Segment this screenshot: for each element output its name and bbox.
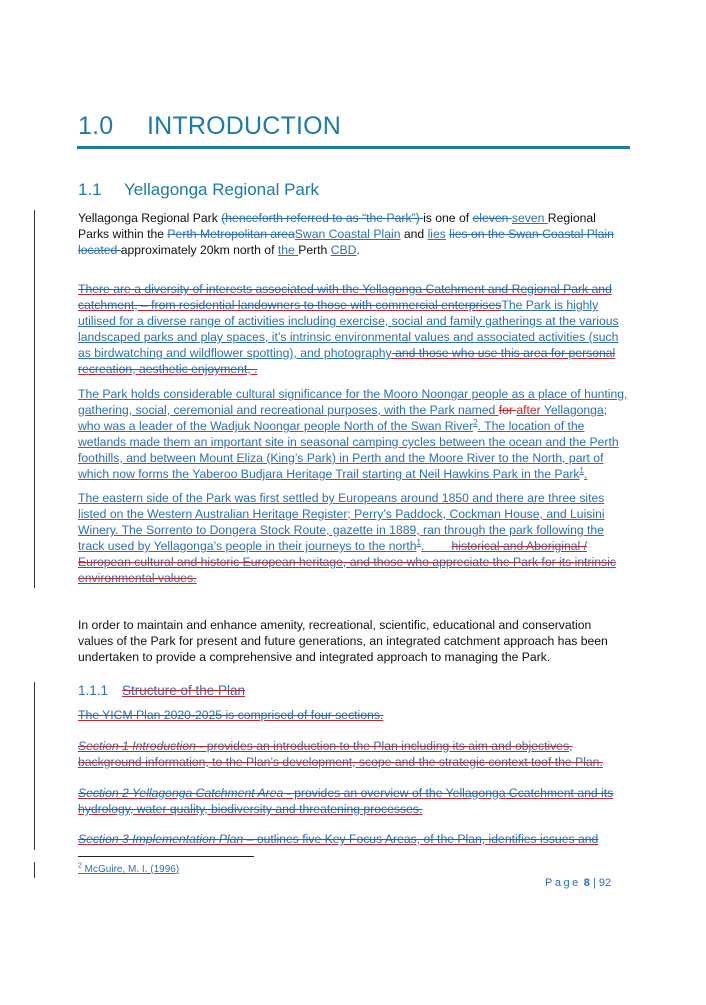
text-run: In order to maintain and enhance amenity, recreational, scientific, educational and conservation xyxy=(78,618,592,632)
deleted-text: - provides an overview of the Yellagonga Ccatchment and its xyxy=(283,786,614,800)
text-line xyxy=(78,754,634,770)
text-line xyxy=(78,522,634,538)
inserted-text: The Park holds considerable cultural significance for the Mooro Noongar people as a place of hunting, xyxy=(78,387,628,401)
text-line xyxy=(78,831,634,847)
text-line xyxy=(78,617,634,633)
section-label: Section 3 Implementation Plan xyxy=(78,832,244,846)
deleted-text: European cultural and historic European xyxy=(78,555,299,569)
text-line xyxy=(78,418,634,434)
inserted-text: lies xyxy=(427,227,446,241)
deleted-text: background information, to the Plan’s development, scope and the strategic context toof the Plan. xyxy=(78,755,603,769)
text-run: approximately 20km north of xyxy=(120,243,278,257)
inserted-text: the xyxy=(277,243,299,257)
text-line xyxy=(78,313,634,329)
total-pages: 92 xyxy=(598,877,612,889)
text-line xyxy=(78,738,634,754)
maintain-paragraph xyxy=(78,617,634,665)
text-line xyxy=(78,434,634,450)
text-line xyxy=(78,538,634,554)
footnote-separator xyxy=(78,856,254,857)
text-line xyxy=(78,345,634,361)
deleted-text: catchment, – from residential landowners to those with commercial enterprises xyxy=(78,298,502,312)
deleted-text: recreation, aesthetic enjoyment, . xyxy=(78,362,258,376)
deleted-text: historical and Aboriginal / xyxy=(451,539,587,553)
inserted-text: . xyxy=(583,467,588,481)
footnote xyxy=(78,864,179,875)
inserted-text: after xyxy=(516,403,541,417)
deleted-text: eleven xyxy=(472,211,512,225)
deleted-text: for xyxy=(498,403,517,417)
inserted-text: The Park is highly xyxy=(501,298,599,312)
text-run: Yellagonga Regional Park xyxy=(78,211,222,225)
text-line xyxy=(78,402,634,418)
page-number xyxy=(545,877,611,889)
inserted-text: landscaped parks and play spaces, it’s intrinsic environmental values and associated activities (such xyxy=(78,330,619,344)
deleted-text: - provides an introduction to the Plan including its aim and objectives, xyxy=(195,739,573,753)
deleted-text: (henceforth referred to as “the Park”) xyxy=(221,211,424,225)
heading-2-number: 1.1 xyxy=(78,180,102,199)
inserted-text: gathering, social, ceremonial and recreational purposes, with the Park named xyxy=(78,403,499,417)
section-2-item xyxy=(78,785,634,817)
footnote-ref[interactable]: 1 xyxy=(579,465,584,475)
deleted-text: hydrology, water quality, biodiversity and threatening processes. xyxy=(78,802,423,816)
inserted-text: which now forms the Yaberoo Budjara Heritage Trail starting at Neil Hawkins Park in the Park xyxy=(78,467,580,481)
inserted-text: wetlands made them an important site in seasonal camping cycles between the ocean and the Perth xyxy=(78,435,619,449)
inserted-text: Yellagonga; xyxy=(540,403,608,417)
text-line xyxy=(78,633,634,649)
text-run: values of the Park for present and future generations, an integrated catchment approach has been xyxy=(78,634,608,648)
deleted-text: lies on the Swan Coastal Plain xyxy=(449,227,614,241)
inserted-text: Swan Coastal Plain xyxy=(294,227,401,241)
inserted-text: track used by Yellagonga’s people in their journeys to the north xyxy=(78,539,417,553)
text-run: and xyxy=(400,227,428,241)
footnote-ref[interactable]: 2 xyxy=(473,417,478,427)
eastern-paragraph xyxy=(78,490,634,586)
text-line xyxy=(78,506,634,522)
text-run: is one of xyxy=(423,211,473,225)
deleted-text: – outlines five Key Focus Areas, of the Plan, identifies issues and xyxy=(243,832,599,846)
inserted-text: as birdwatching and wildflower spotting), and photography xyxy=(78,346,392,360)
current-page: 8 xyxy=(583,877,590,889)
inserted-text: The eastern side of the Park was first settled by Europeans around 1850 and there are three sites xyxy=(78,491,605,505)
deleted-text: heritage, and those who appreciate the Park for its intrinsic xyxy=(298,555,616,569)
deleted-text: The YICM Plan 2020-2025 is comprised of four sections. xyxy=(78,708,384,722)
text-line xyxy=(78,466,634,482)
inserted-text: foothills, and between Mount Eliza (King’s Park) in Perth and the Moore River to the North, part of xyxy=(78,451,604,465)
text-line xyxy=(78,570,634,586)
text-line xyxy=(78,490,634,506)
page-label: Page xyxy=(545,877,581,889)
text-line xyxy=(78,386,634,402)
inserted-text: seven xyxy=(511,211,548,225)
heading-1-rule xyxy=(77,146,630,149)
inserted-text: utilised for a diverse range of activities including exercise, social and family gatherings at the various xyxy=(78,314,619,328)
change-bar xyxy=(34,210,35,588)
text-line xyxy=(78,226,634,242)
section-3-item xyxy=(78,831,634,847)
text-line xyxy=(78,210,634,226)
section-label: Section 1 Introduction xyxy=(78,739,196,753)
page-separator: | xyxy=(589,877,599,889)
text-line xyxy=(78,649,634,665)
inserted-text: listed on the Western Australian Heritage Register; Perry’s Paddock, Cockman House, and Luisini xyxy=(78,507,605,521)
text-line xyxy=(78,785,634,801)
text-run: undertaken to provide a comprehensive and integrated approach to managing the Park. xyxy=(78,650,551,664)
text-line xyxy=(78,297,634,313)
text-line xyxy=(78,801,634,817)
footnote-text: McGuire, M. I. (1996) xyxy=(81,864,180,875)
text-line xyxy=(78,361,634,377)
section-label: Section 2 Yellagonga Catchment Area xyxy=(78,786,284,800)
text-run: . xyxy=(356,243,360,257)
heading-3-title: Structure of the Plan xyxy=(122,683,246,698)
diversity-paragraph xyxy=(78,281,634,377)
heading-1-number: 1.0 xyxy=(78,112,114,140)
intro-paragraph xyxy=(78,210,634,258)
footnote-number: 2 xyxy=(78,862,82,870)
footnote-ref[interactable]: 1 xyxy=(416,537,421,547)
deleted-text: and those who use this area for personal xyxy=(391,346,616,360)
heading-3-number: 1.1.1 xyxy=(78,683,109,698)
text-run: Regional xyxy=(547,211,596,225)
inserted-text: who was a leader of the Wadjuk Noongar people North of the Swan River xyxy=(78,419,474,433)
text-run: Parks within the xyxy=(78,227,168,241)
inserted-text: . The location of the xyxy=(477,419,585,433)
heading-1 xyxy=(78,112,341,141)
change-bar xyxy=(34,862,35,878)
heading-3 xyxy=(78,683,245,698)
deleted-text: There are a diversity of interests associated with the Yellagonga Catchment and Regional Park and xyxy=(78,282,612,296)
text-line xyxy=(78,554,634,570)
heading-2 xyxy=(78,180,319,200)
section-1-item xyxy=(78,738,634,770)
inserted-text: Winery. The Sorrento to Dongera Stock Route, gazette in 1889, ran through the park following the xyxy=(78,523,604,537)
text-line xyxy=(78,242,634,258)
deleted-text: located xyxy=(78,243,121,257)
cultural-paragraph xyxy=(78,386,634,482)
text-line xyxy=(78,281,634,297)
change-bar xyxy=(34,682,35,850)
heading-1-title: INTRODUCTION xyxy=(147,112,342,140)
structure-intro xyxy=(78,707,634,723)
inserted-text: . xyxy=(421,539,452,553)
text-line xyxy=(78,329,634,345)
deleted-text: environmental values. xyxy=(78,571,197,585)
text-line xyxy=(78,707,634,723)
inserted-text: CBD xyxy=(330,243,357,257)
text-line xyxy=(78,450,634,466)
heading-2-title: Yellagonga Regional Park xyxy=(124,180,320,199)
text-run: Perth xyxy=(298,243,331,257)
deleted-text: Perth Metropolitan area xyxy=(167,227,295,241)
